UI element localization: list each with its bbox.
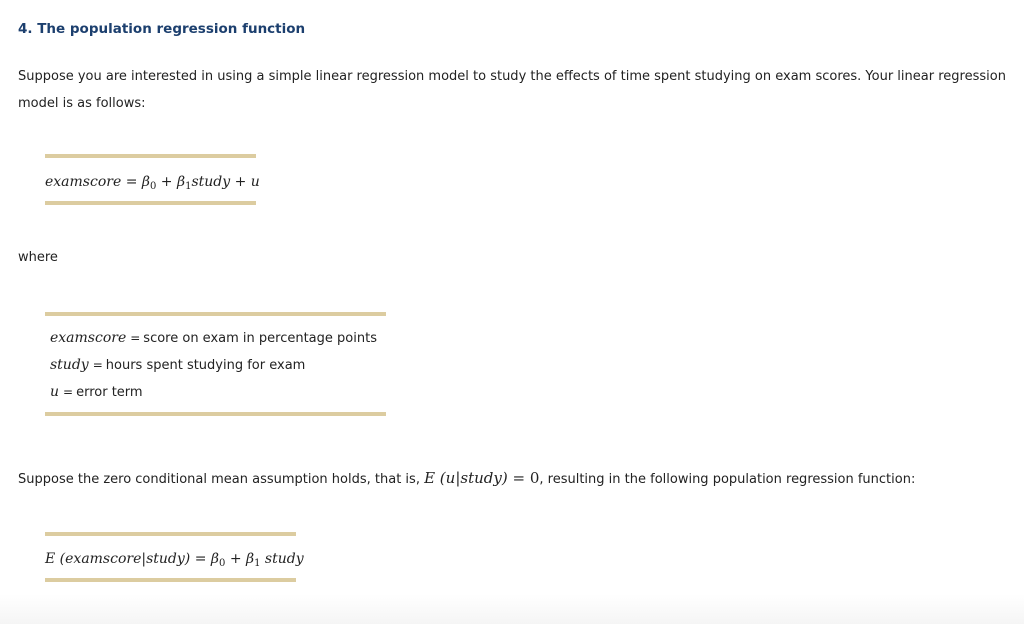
definition-description: hours spent studying for exam xyxy=(105,358,306,373)
prf-beta0: $\beta_0$ xyxy=(210,551,226,569)
prf-study-var: study xyxy=(264,551,304,567)
conditional-prefix: Suppose the zero conditional mean assumption holds, that is, xyxy=(18,472,425,487)
definition-equals: = xyxy=(92,358,103,372)
prf-equation xyxy=(45,551,304,567)
eq-plus: + xyxy=(234,174,247,190)
eq-error-term: u xyxy=(250,174,260,190)
page-bottom-fade xyxy=(0,594,1024,624)
prf-lhs: E (examscore|study) xyxy=(45,551,191,567)
conditional-suffix: , resulting in the following population regression function: xyxy=(539,472,916,487)
definition-variable: study xyxy=(50,357,89,373)
definition-equals: = xyxy=(130,331,141,345)
eq-study-var: study xyxy=(191,174,231,190)
eq-lhs: examscore xyxy=(45,174,122,190)
definition-row xyxy=(50,329,377,348)
where-label: where xyxy=(18,250,58,265)
model-equation-box xyxy=(45,154,260,205)
model-equation xyxy=(45,174,260,190)
definition-description: error term xyxy=(76,385,143,400)
eq-beta1: $\beta_1$ xyxy=(176,174,192,192)
eq-equals: = xyxy=(125,174,138,190)
intro-paragraph: Suppose you are interested in using a simple linear regression model to study the effects of time spent studying on exam scores. Your linear regression model is as follows: xyxy=(18,69,1006,111)
definitions-box xyxy=(45,312,386,416)
problem-title: 4. The population regression function xyxy=(18,21,306,37)
eq-plus: + xyxy=(160,174,173,190)
definition-variable: examscore xyxy=(50,330,127,346)
prf-equation-box xyxy=(45,532,304,582)
definition-row xyxy=(50,383,143,402)
eq-beta0: $\beta_0$ xyxy=(141,174,157,192)
zero-mean-expression: E (u|study) = 0 xyxy=(424,469,540,487)
prf-plus: + xyxy=(229,551,242,567)
conditional-mean-sentence xyxy=(18,469,915,487)
definition-description: score on exam in percentage points xyxy=(143,331,377,346)
prf-equals: = xyxy=(194,551,207,567)
definition-row xyxy=(50,356,305,375)
definition-equals: = xyxy=(63,385,74,399)
definition-variable: u xyxy=(50,384,60,400)
prf-beta1: $\beta_1$ xyxy=(246,551,261,569)
